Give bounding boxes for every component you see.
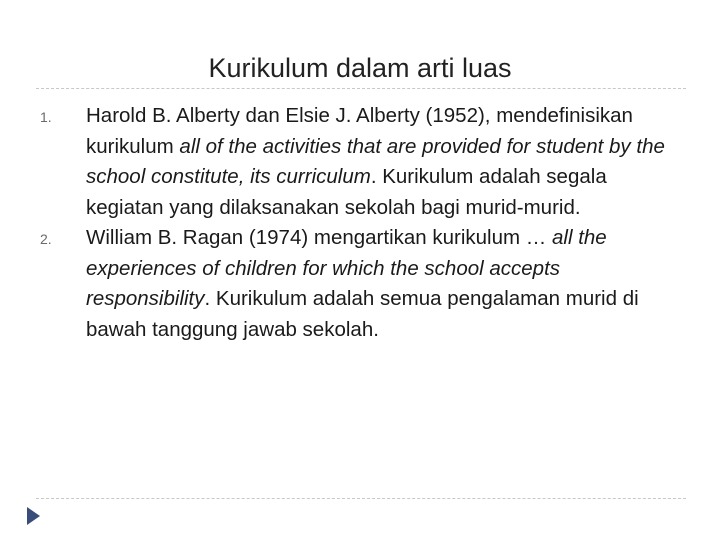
- text-segment: . Kurikulum adalah segala kegiatan yang dilaksanakan sekolah bagi murid-murid.: [86, 165, 607, 219]
- triangle-right-icon[interactable]: [27, 507, 40, 525]
- list-item: [36, 223, 686, 345]
- text-segment: William B. Ragan (1974) mengartikan kurikulum …: [86, 226, 552, 249]
- text-segment: . Kurikulum adalah semua pengalaman murid di bawah tanggung jawab sekolah.: [86, 287, 639, 341]
- italic-quote: all the experiences of children for which the school accepts responsibility: [86, 226, 607, 310]
- item-number: 2.: [40, 231, 52, 247]
- content-list: [36, 101, 686, 345]
- bottom-divider: [36, 498, 686, 499]
- item-text: [86, 104, 665, 219]
- top-divider: [36, 88, 686, 89]
- item-text: [86, 226, 639, 341]
- italic-quote: all of the activities that are provided for student by the school constitute, its curriculum: [86, 134, 665, 188]
- item-number: 1.: [40, 109, 52, 125]
- text-segment: Harold B. Alberty dan Elsie J. Alberty (1952), mendefinisikan kurikulum: [86, 104, 633, 158]
- list-item: [36, 101, 686, 223]
- slide-title: Kurikulum dalam arti luas: [208, 53, 512, 83]
